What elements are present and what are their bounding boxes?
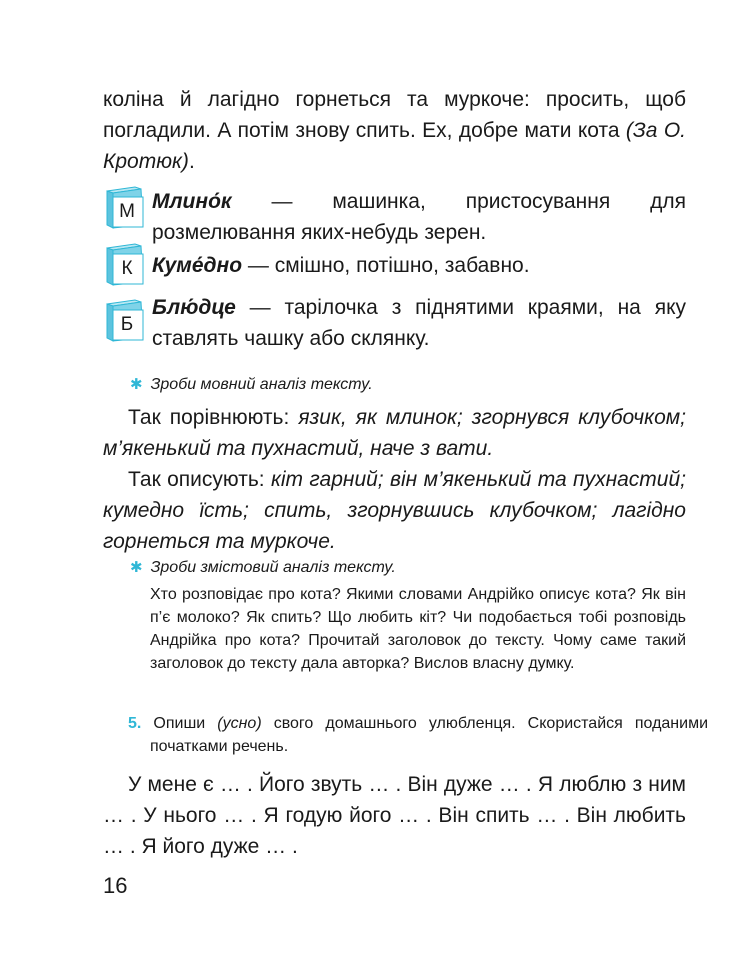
compare-lead: Так порівнюють: [128, 406, 299, 429]
intro-paragraph [103, 84, 686, 177]
compare-text: язик, як млинок; згорнувся клубочком; м’якенький та пухнастий, наче з вати. [103, 406, 686, 460]
book-icon [105, 298, 145, 342]
exercise-text: свого домашнього улюбленця. Скористайся поданими початками речень. [150, 715, 709, 755]
asterisk-icon: ✱ [130, 376, 143, 393]
glossary-letter: М [119, 201, 135, 222]
exercise-paragraph [128, 712, 708, 758]
glossary-letter: Б [120, 314, 134, 335]
intro-source: (За О. Кротюк) [103, 119, 686, 173]
glossary-entry [152, 250, 686, 281]
task-instruction [130, 373, 686, 396]
describe-text: кіт гарний; він м’якенький та пухнастий; кумедно їсть; спить, згорнувшись клубочком; лагідно горнеться та муркоче. [103, 468, 686, 553]
task-instruction [130, 556, 686, 579]
exercise-verb: Опиши [153, 715, 218, 732]
book-icon [105, 185, 145, 229]
asterisk-icon: ✱ [130, 559, 143, 576]
describe-lead: Так описують: [128, 468, 271, 491]
questions-paragraph: Хто розповідає про кота? Якими словами Андрійко описує кота? Як він п’є молоко? Як спить? Що любить кіт? Чи подобається тобі розповідь Андрійка про кота? Прочитай заголовок до тексту. Чому саме такий заголовок до тексту дала авторка? Вислов власну думку. [150, 586, 686, 672]
compare-paragraph [103, 402, 686, 464]
glossary-letter: К [121, 258, 133, 279]
intro-text: коліна й лагідно горнеться та муркоче: просить, щоб погладили. А потім знову спить. Ех, добре мати кота [103, 88, 686, 142]
glossary-term: Млино́к [152, 190, 232, 213]
exercise-number: 5. [128, 715, 142, 732]
starters-paragraph: У мене є … . Його звуть … . Він дуже … . Я люблю з ним … . У нього … . Я годую його … . Він спить … . Він любить … . Я його дуже … . [103, 773, 686, 858]
glossary-definition: — смішно, потішно, забавно. [242, 254, 530, 277]
glossary-term: Блю́дце [152, 296, 236, 319]
task-text: Зроби змістовий аналіз тексту. [150, 559, 396, 576]
describe-paragraph [103, 464, 686, 557]
glossary-definition: — машинка, пристосування для розмелювання яких-небудь зерен. [152, 190, 686, 244]
exercise-note: (усно) [217, 715, 262, 732]
glossary-entry [152, 186, 686, 248]
glossary-term: Куме́дно [152, 254, 243, 277]
glossary-definition: — тарілочка з піднятими краями, на яку ставлять чашку або склянку. [152, 296, 686, 350]
task-text: Зроби мовний аналіз тексту. [150, 376, 373, 393]
book-icon [105, 242, 145, 286]
page-number: 16 [103, 873, 128, 898]
intro-end: . [188, 150, 195, 173]
glossary-entry [152, 292, 686, 354]
